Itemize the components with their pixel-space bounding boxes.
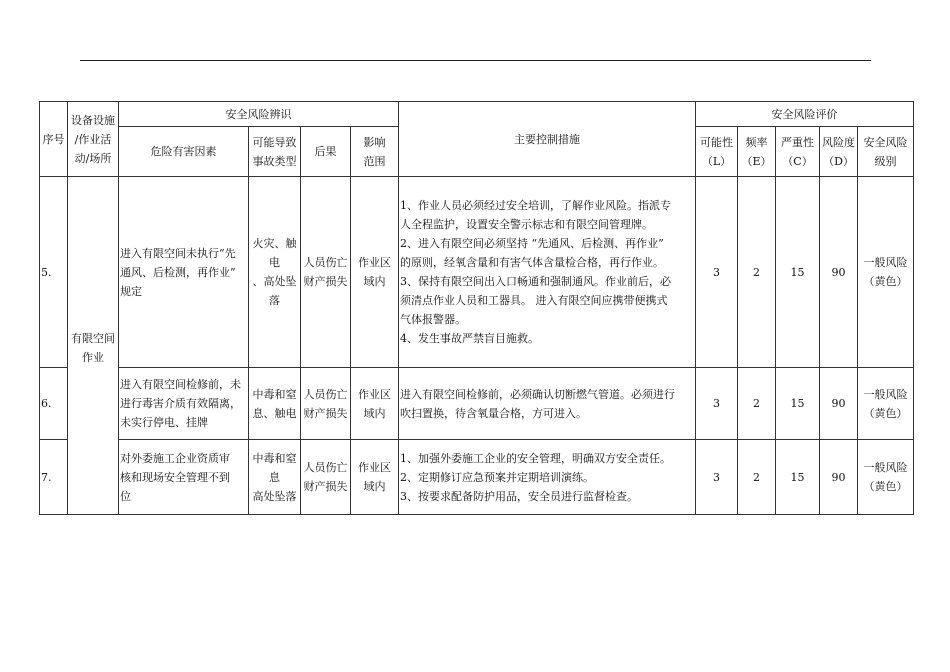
D-cell: 90 [820, 177, 858, 368]
L-cell: 3 [696, 368, 738, 440]
header-hazard: 危险有害因素 [119, 127, 249, 177]
scope-cell: 作业区 域内 [351, 440, 399, 515]
row-seq: 5. [40, 177, 68, 368]
hazard-cell: 进入有限空间检修前，未 进行毒害介质有效隔离， 未实行停电、挂牌 [119, 368, 249, 440]
measures-cell: 1、作业人员必须经过安全培训，了解作业风险。指派专 人全程监护，设置安全警示标志和有限空间管理牌。 2、进入有限空间必须坚持 “先通风、后检测、再作业” 的原则，经氧含量和有害气体含量检合格，再行作业。 3、保持有限空间出入口畅通和强制通风。作业前后，必 须清点作业人员和工器具。 进入有限空间应携带便携式 气体报警器。 4、发生事故严禁盲目施救。 [399, 177, 696, 368]
E-cell: 2 [738, 177, 776, 368]
header-seq: 序号 [40, 102, 68, 177]
table-row [40, 368, 914, 440]
risk-table [39, 101, 914, 515]
consequence-cell: 人员伤亡 财产损失 [301, 368, 351, 440]
measures-cell: 进入有限空间检修前，必须确认切断燃气管道。必须进行 吹扫置换，待含氧量合格，方可进入。 [399, 368, 696, 440]
L-cell: 3 [696, 440, 738, 515]
hazard-cell: 进入有限空间未执行“先 通风、后检测，再作业” 规定 [119, 177, 249, 368]
hazard-cell: 对外委施工企业资质审 核和现场安全管理不到 位 [119, 440, 249, 515]
header-measures: 主要控制措施 [399, 102, 696, 177]
accident-cell: 中毒和窒 息、触电 [249, 368, 301, 440]
accident-cell: 中毒和窒 息 高处坠落 [249, 440, 301, 515]
header-eval-group: 安全风险评价 [696, 102, 914, 127]
C-cell: 15 [776, 368, 820, 440]
header-accident: 可能导致 事故类型 [249, 127, 301, 177]
consequence-cell: 人员伤亡 财产损失 [301, 440, 351, 515]
level-cell: 一般风险 （黄色） [858, 440, 914, 515]
header-identify-group: 安全风险辨识 [119, 102, 399, 127]
header-C: 严重性 （C） [776, 127, 820, 177]
E-cell: 2 [738, 368, 776, 440]
header-L: 可能性 （L） [696, 127, 738, 177]
accident-cell: 火灾、触电 、高处坠落 [249, 177, 301, 368]
table-row [40, 440, 914, 515]
C-cell: 15 [776, 177, 820, 368]
header-E: 频率 （E） [738, 127, 776, 177]
C-cell: 15 [776, 440, 820, 515]
L-cell: 3 [696, 177, 738, 368]
measures-cell: 1、加强外委施工企业的安全管理，明确双方安全责任。 2、定期修订应急预案并定期培训演练。 3、按要求配备防护用品，安全员进行监督检查。 [399, 440, 696, 515]
consequence-cell: 人员伤亡 财产损失 [301, 177, 351, 368]
table-row [40, 177, 914, 368]
scope-cell: 作业区 域内 [351, 177, 399, 368]
E-cell: 2 [738, 440, 776, 515]
header-level: 安全风险 级别 [858, 127, 914, 177]
header-row-1 [40, 102, 914, 127]
row-seq: 7. [40, 440, 68, 515]
header-facility: 设备设施 /作业活 动/场所 [68, 102, 119, 177]
level-cell: 一般风险 （黄色） [858, 177, 914, 368]
header-consequence: 后果 [301, 127, 351, 177]
header-D: 风险度 （D） [820, 127, 858, 177]
header-rule [80, 60, 871, 61]
header-scope: 影响 范围 [351, 127, 399, 177]
D-cell: 90 [820, 368, 858, 440]
facility-cell: 有限空间 作业 [68, 177, 119, 515]
scope-cell: 作业区 域内 [351, 368, 399, 440]
level-cell: 一般风险 （黄色） [858, 368, 914, 440]
D-cell: 90 [820, 440, 858, 515]
row-seq: 6. [40, 368, 68, 440]
